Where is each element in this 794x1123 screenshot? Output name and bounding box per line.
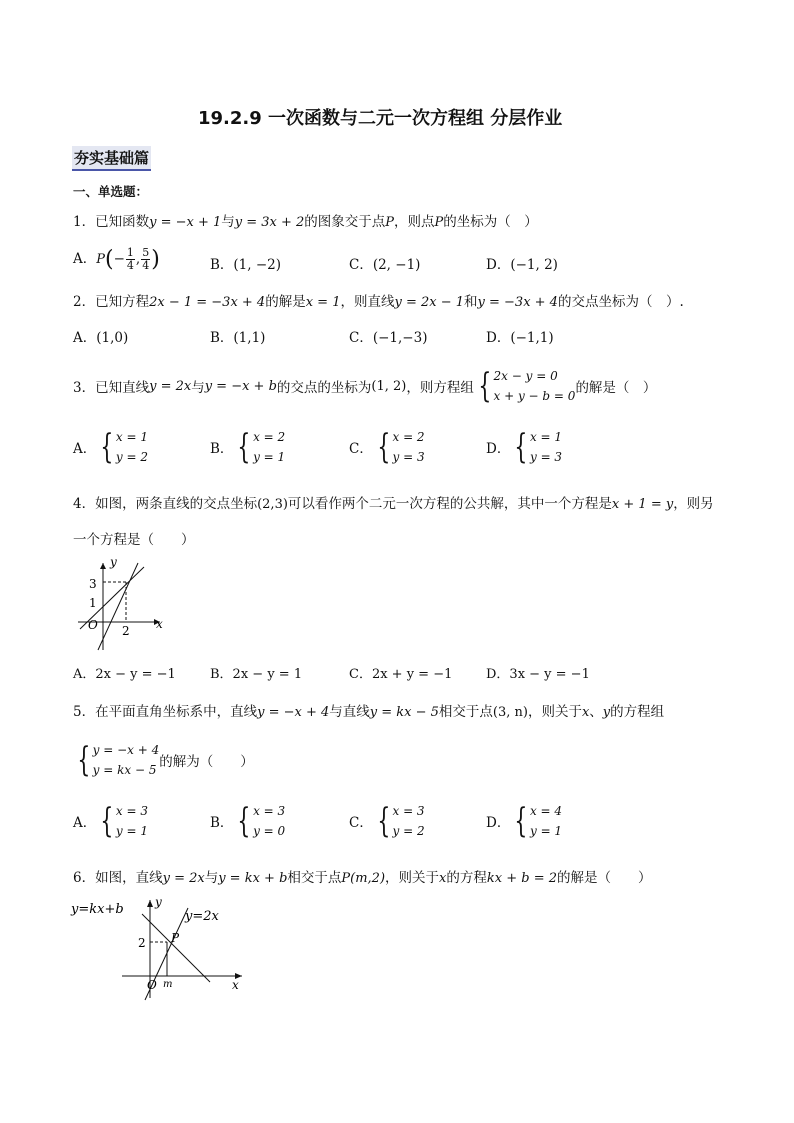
question-4: 4．如图，两条直线的交点坐标(2,3)可以看作两个二元一次方程的公共解，其中一个方程是x + 1 = y，则另 <box>73 496 714 512</box>
q1-option-b[interactable]: B．(1, −2) <box>210 257 282 273</box>
question-3: 3．已知直线 y = 2x 与 y = −x + b 的交点的坐标为 (1, 2) ，则方程组 { 2x − y = 0 x + y − b = 0 的解是（ ） <box>73 366 657 406</box>
equation-system: { 2x − y = 0 x + y − b = 0 <box>478 366 576 406</box>
q5-option-c[interactable]: C． { x = 3 y = 2 <box>349 801 425 841</box>
question-1: 1．已知函数y = −x + 1与y = 3x + 2的图象交于点P，则点P的坐标为（ ） <box>73 214 538 230</box>
line-other <box>98 563 138 650</box>
subsection-heading: 一、单选题： <box>73 184 149 199</box>
function-1: y = −x + 1 <box>149 215 222 230</box>
q4-option-c[interactable]: C．2x + y = −1 <box>349 667 453 682</box>
q5-option-d[interactable]: D． { x = 4 y = 1 <box>486 801 563 841</box>
question-5-system: { y = −x + 4 y = kx − 5 的解为（ ） <box>77 740 254 780</box>
q2-option-a[interactable]: A．(1,0) <box>73 330 129 346</box>
label-x: x <box>156 617 163 631</box>
q2-option-c[interactable]: C．(−1,−3) <box>349 330 428 346</box>
section-heading: 夯实基础篇 <box>72 146 151 171</box>
tick-2: 2 <box>122 624 130 638</box>
label-p: P <box>171 931 180 945</box>
label-2x: y=2x <box>185 909 219 924</box>
q1-option-d[interactable]: D．(−1, 2) <box>486 257 558 273</box>
question-5: 5．在平面直角坐标系中，直线y = −x + 4与直线y = kx − 5相交于点(3, n)，则关于x、y的方程组 <box>73 704 665 720</box>
question-6: 6．如图，直线y = 2x与y = kx + b相交于点P(m,2)，则关于x的方程kx + b = 2的解是（ ） <box>73 870 652 886</box>
label-y: y <box>110 555 117 569</box>
label-origin: O <box>88 618 98 632</box>
q1-option-c[interactable]: C．(2, −1) <box>349 257 421 273</box>
label-kx-plus-b: y=kx+b <box>71 902 124 917</box>
q5-option-a[interactable]: A． { x = 3 y = 1 <box>73 801 148 841</box>
y-arrow-icon <box>147 900 153 907</box>
question-2: 2．已知方程2x − 1 = −3x + 4的解是x = 1，则直线y = 2x − 1和y = −3x + 4的交点坐标为（ ）. <box>73 294 684 310</box>
function-2: y = 3x + 2 <box>234 215 305 230</box>
q5-option-b[interactable]: B． { x = 3 y = 0 <box>210 801 286 841</box>
page-title: 19.2.9 一次函数与二元一次方程组 分层作业 <box>198 108 563 129</box>
label-origin: O <box>147 978 157 992</box>
label-x: x <box>232 978 239 992</box>
q4-option-b[interactable]: B．2x − y = 1 <box>210 667 303 682</box>
tick-2: 2 <box>138 936 146 950</box>
q4-option-a[interactable]: A．2x − y = −1 <box>73 667 176 682</box>
tick-3: 3 <box>89 577 97 591</box>
y-arrow-icon <box>100 563 106 569</box>
q3-option-c[interactable]: C． { x = 2 y = 3 <box>349 427 425 467</box>
label-y: y <box>155 895 162 909</box>
q6-figure <box>70 894 250 1004</box>
q3-option-a[interactable]: A． { x = 1 y = 2 <box>73 427 148 467</box>
q2-option-b[interactable]: B．(1,1) <box>210 330 266 346</box>
q2-option-d[interactable]: D．(−1,1) <box>486 330 554 346</box>
label-m: m <box>163 979 173 990</box>
q4-option-d[interactable]: D．3x − y = −1 <box>486 667 590 682</box>
q3-option-b[interactable]: B． { x = 2 y = 1 <box>210 427 286 467</box>
q3-option-d[interactable]: D． { x = 1 y = 3 <box>486 427 563 467</box>
q1-option-a[interactable]: A．P(− $\frac{1}{4}$ , $\frac{5}{4}$ ) <box>73 246 160 272</box>
q4-figure <box>70 555 170 655</box>
question-4-continued: 一个方程是（ ） <box>73 532 195 548</box>
line-kx-plus-b <box>142 914 210 982</box>
tick-1: 1 <box>89 596 97 610</box>
